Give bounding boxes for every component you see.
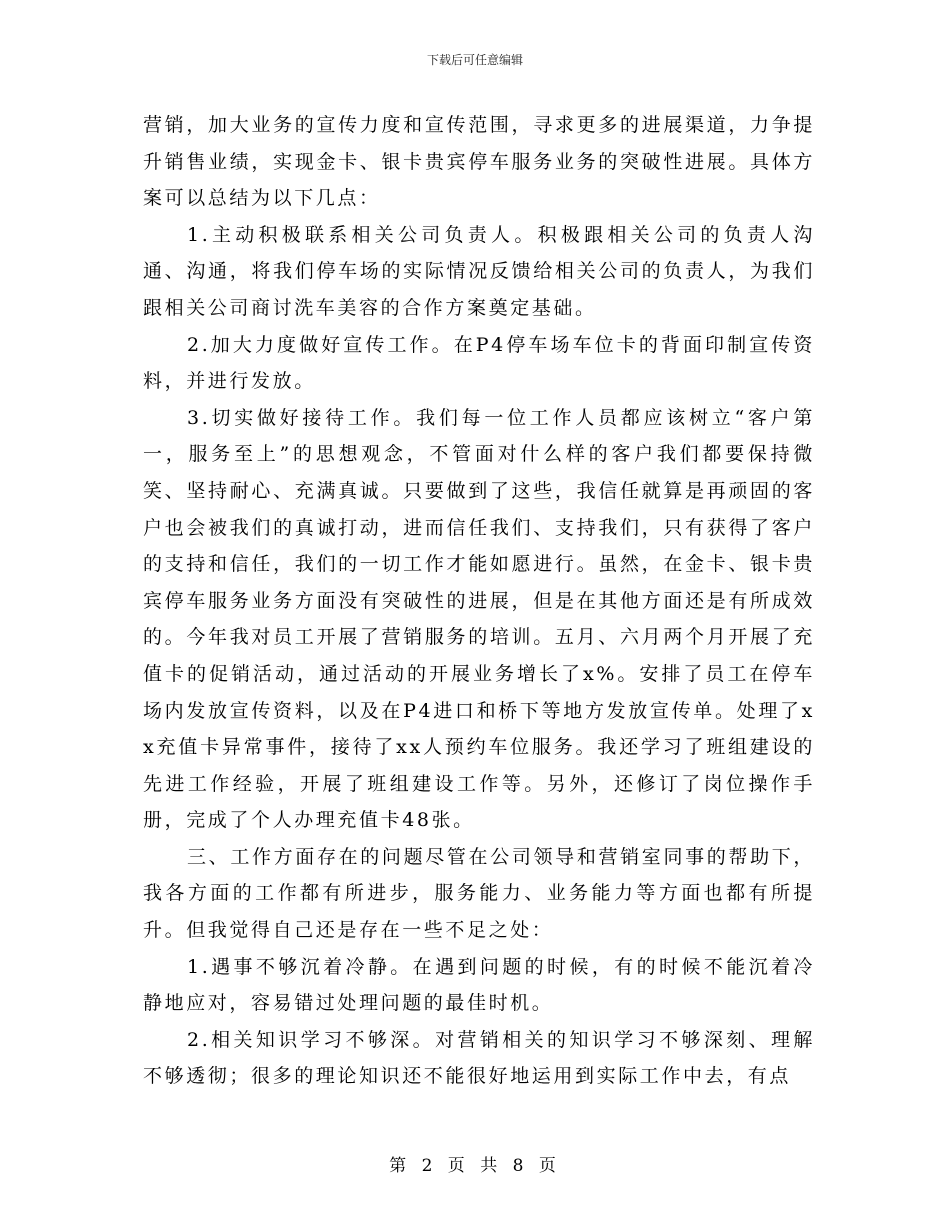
page-header-note: 下载后可任意编辑 [426, 53, 523, 67]
paragraph-7: 2.相关知识学习不够深。对营销相关的知识学习不够深刻、理解不够透彻；很多的理论知识还不能很好地运用到实际工作中去，有点 [143, 1028, 815, 1088]
page-number: 第 2 页 共 8 页 [389, 1156, 561, 1176]
paragraph-6: 1.遇事不够沉着冷静。在遇到问题的时候，有的时候不能沉着冷静地应对，容易错过处理问题的最佳时机。 [143, 955, 815, 1015]
paragraph-1: 营销，加大业务的宣传力度和宣传范围，寻求更多的进展渠道，力争提升销售业绩，实现金卡、银卡贵宾停车服务业务的突破性进展。具体方案可以总结为以下几点： [143, 114, 815, 210]
document-body [143, 107, 815, 1095]
paragraph-4: 3.切实做好接待工作。我们每一位工作人员都应该树立“客户第一，服务至上”的思想观念，不管面对什么样的客户我们都要保持微笑、坚持耐心、充满真诚。只要做到了这些，我信任就算是再顽固的客户也会被我们的真诚打动，进而信任我们、支持我们，只有获得了客户的支持和信任，我们的一切工作才能如愿进行。虽然，在金卡、银卡贵宾停车服务业务方面没有突破性的进展，但是在其他方面还是有所成效的。今年我对员工开展了营销服务的培训。五月、六月两个月开展了充值卡的促销活动，通过活动的开展业务增长了x%。安排了员工在停车场内发放宣传资料，以及在P4进口和桥下等地方发放宣传单。处理了xx充值卡异常事件，接待了xx人预约车位服务。我还学习了班组建设的先进工作经验，开展了班组建设工作等。另外，还修订了岗位操作手册，完成了个人办理充值卡48张。 [143, 406, 815, 832]
paragraph-5: 三、工作方面存在的问题尽管在公司领导和营销室同事的帮助下，我各方面的工作都有所进步，服务能力、业务能力等方面也都有所提升。但我觉得自己还是存在一些不足之处： [143, 845, 815, 942]
paragraph-3: 2.加大力度做好宣传工作。在P4停车场车位卡的背面印制宣传资料，并进行发放。 [143, 333, 815, 393]
paragraph-2: 1.主动积极联系相关公司负责人。积极跟相关公司的负责人沟通、沟通，将我们停车场的实际情况反馈给相关公司的负责人，为我们跟相关公司商讨洗车美容的合作方案奠定基础。 [143, 223, 815, 319]
